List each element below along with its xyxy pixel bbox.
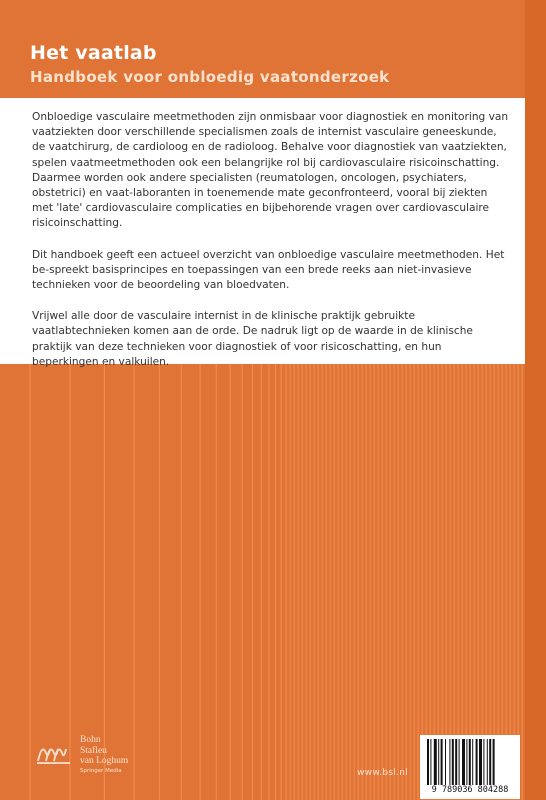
cover-header: [0, 0, 546, 98]
description-panel: [0, 98, 525, 368]
publisher-subline: Springer Media: [80, 768, 122, 774]
barcode-bar: [466, 739, 467, 785]
description-paragraph-1: Onbloedige vasculaire meetmethoden zijn onmisbaar voor diagnostiek en monitoring van vaatziekten door verschillende specialismen zoals de internist vasculaire geneeskunde, de vaatchirurg, de cardioloog en de radioloog. Behalve voor diagnostiek van vaatziekten, spelen vaatmeetmethoden ook een belangrijke rol bij cardiovasculaire risicoinschatting. Daarmee worden ook andere specialisten (reumatologen, oncologen, psychiaters, obstetrici) en vaat-laboranten in toenemende mate geconfronteerd, vooral bij ziekten met 'late' cardiovasculaire complicaties en bijbehorende vragen over cardiovasculaire risicoinschatting.: [32, 111, 509, 230]
isbn-barcode: [420, 735, 520, 799]
description-paragraph-3: Vrijwel alle door de vasculaire internist in de klinische praktijk gebruikte vaatlabtechnieken komen aan de orde. De nadruk ligt op de waarde in de klinische praktijk van deze technieken voor diagnostiek of voor risicoschatting, en hun beperkingen en valkuilen.: [32, 310, 473, 368]
book-subtitle: Handboek voor onbloedig vaatonderzoek: [30, 68, 390, 86]
spine-edge: [525, 0, 546, 800]
barcode-graphic: [425, 739, 515, 785]
description-paragraph-2: Dit handboek geeft een actueel overzicht van onbloedige vasculaire meetmethoden. Het be-spreekt basisprincipes en toepassingen van een brede reeks aan niet-invasieve technieken voor de beoordeling van bloedvaten.: [32, 248, 505, 292]
barcode-bar: [459, 739, 460, 785]
barcode-bar: [455, 739, 457, 785]
isbn-number: 9 789036 804288: [431, 785, 509, 795]
barcode-bar: [438, 739, 439, 785]
barcode-bar: [469, 739, 471, 785]
barcode-bar: [445, 739, 446, 785]
barcode-bar: [452, 739, 454, 785]
publisher-name: [80, 735, 128, 767]
publisher-website: www.bsl.nl: [357, 768, 409, 778]
publisher-name-line: Bohn: [80, 735, 101, 745]
barcode-bar: [479, 739, 482, 785]
book-title: Het vaatlab: [30, 42, 157, 64]
barcode-bar: [427, 739, 429, 785]
barcode-bar: [434, 739, 437, 785]
barcode-bar: [449, 739, 450, 785]
barcode-bar: [472, 739, 473, 785]
publisher-block: [36, 735, 196, 780]
barcode-bar: [493, 739, 495, 785]
barcode-bar: [489, 739, 491, 785]
publisher-name-line: Stafleu: [80, 745, 107, 756]
barcode-bar: [430, 739, 431, 785]
publisher-name-line: van Loghum: [80, 756, 129, 766]
barcode-bar: [476, 739, 478, 785]
barcode-bar: [441, 739, 443, 785]
barcode-bar: [483, 739, 484, 785]
barcode-bar: [462, 739, 465, 785]
barcode-bar: [487, 739, 488, 785]
publisher-logo-icon: [36, 739, 72, 765]
